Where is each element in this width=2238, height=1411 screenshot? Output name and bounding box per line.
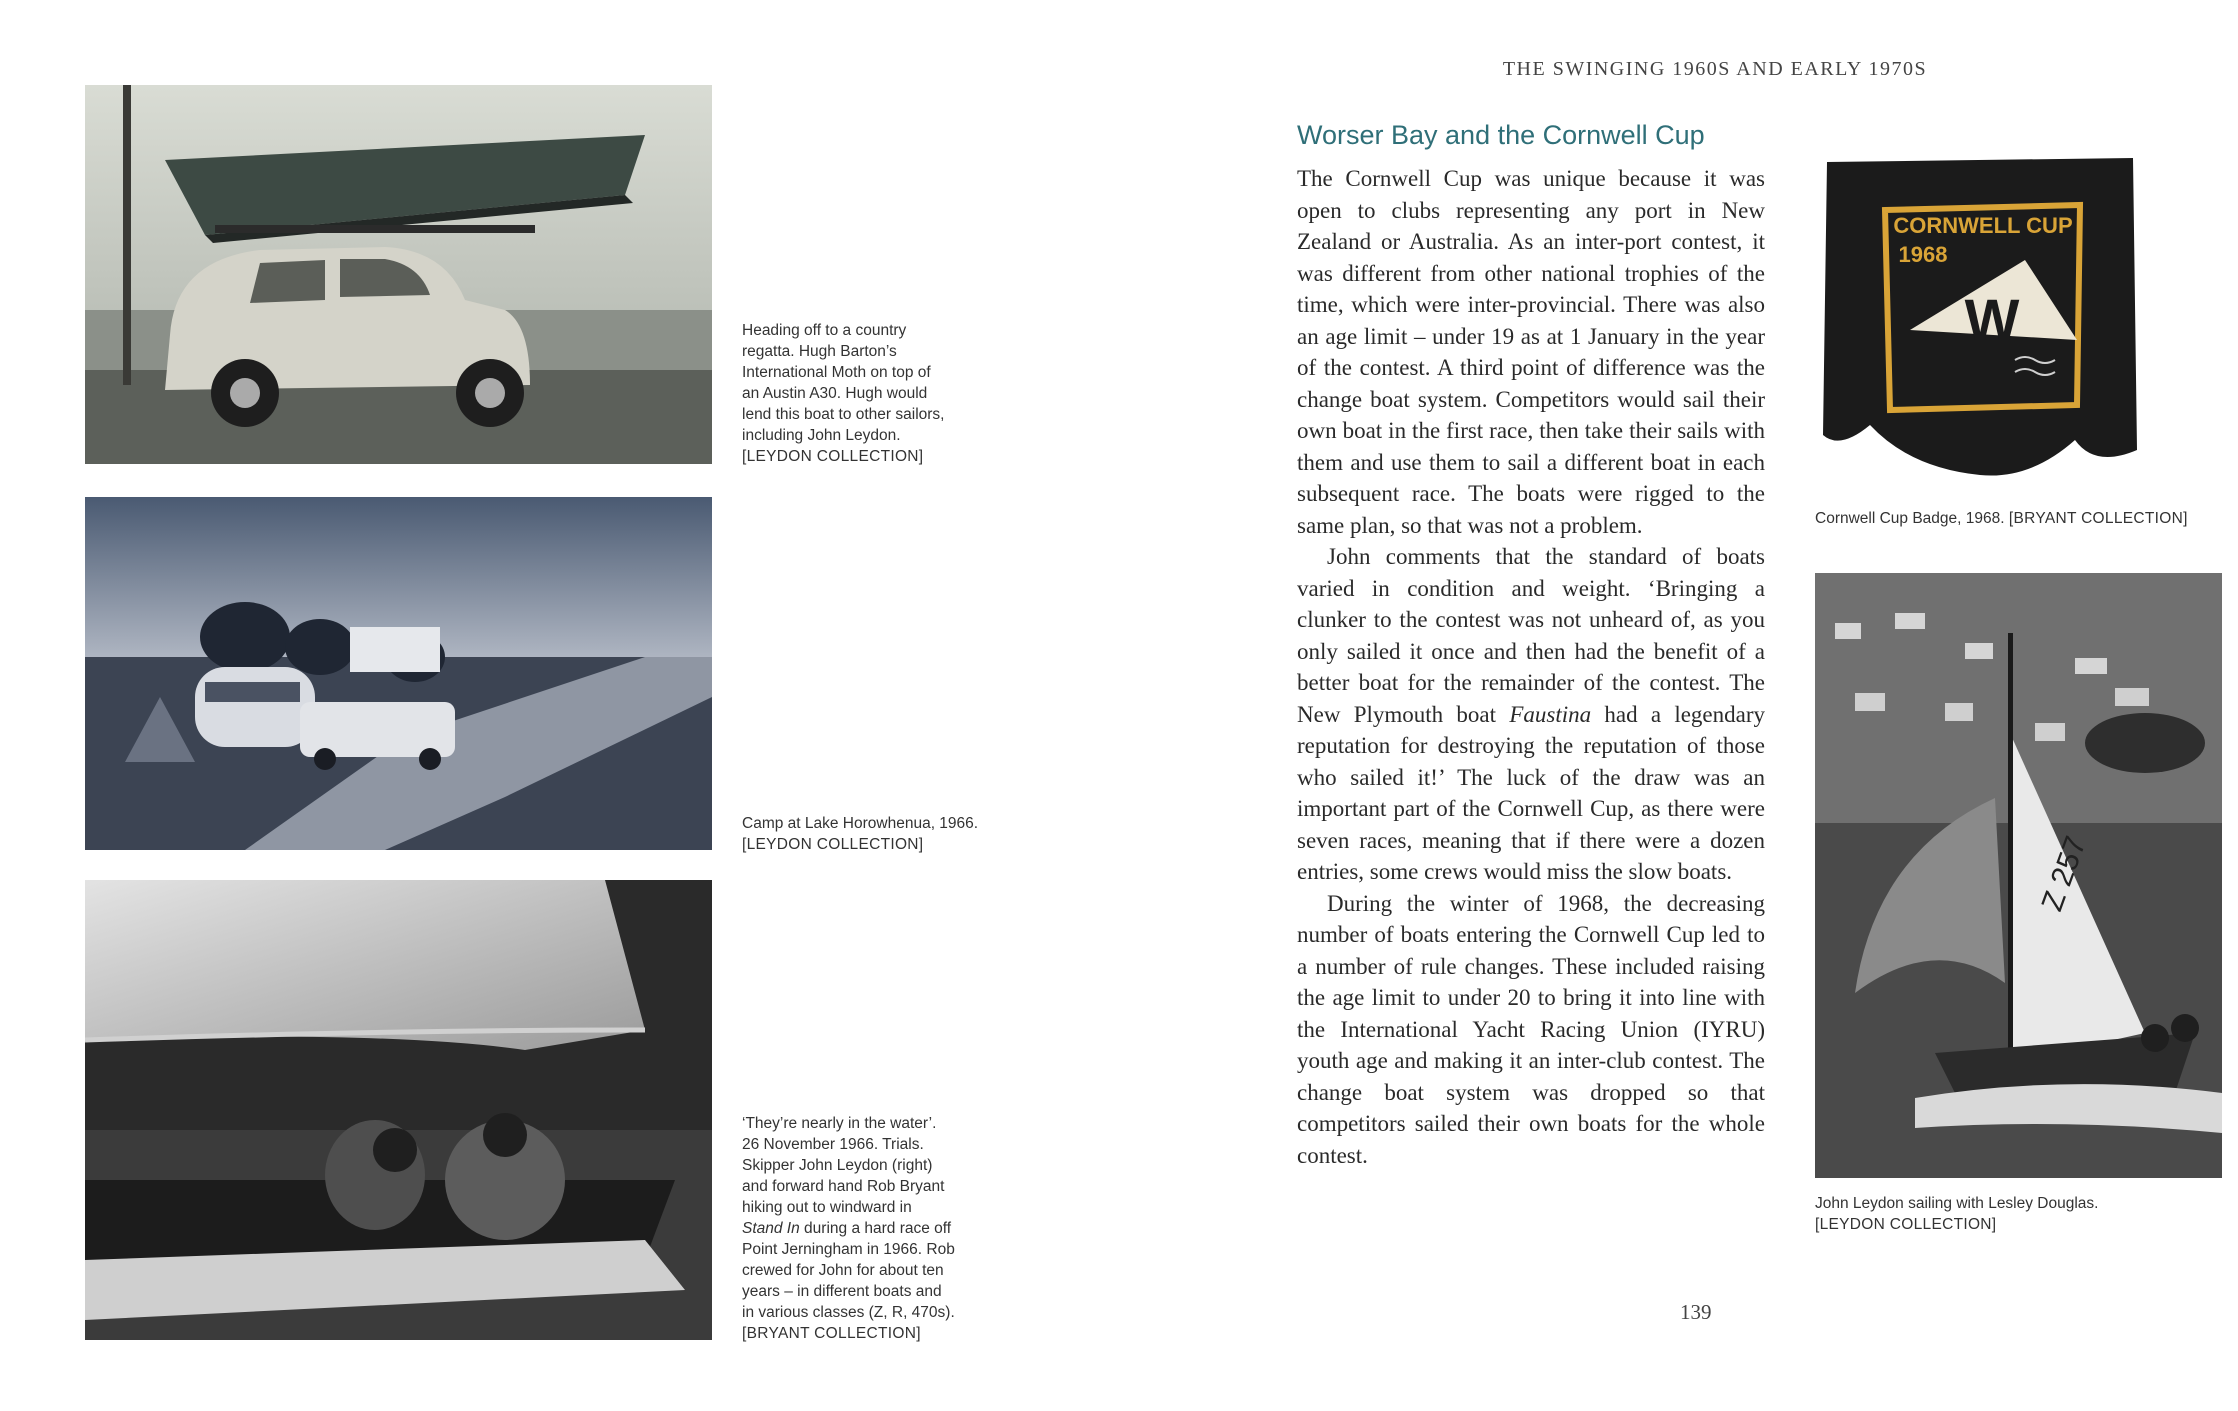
paragraph-text: During the winter of 1968, the decreasing number of boats entering the Cornwell Cup led to a number of rule changes. These included raising the age limit to under 20 to bring it into line with the International Yacht Racing Union (IYRU) youth age and making it an inter-club contest. The change boat system was dropped so that competitors sailed their own boats for the whole contest. [1297,890,1765,1168]
page-number: 139 [1680,1300,1712,1324]
caption-line: regatta. Hugh Barton’s [742,343,897,360]
photo-car-with-moth [85,85,712,464]
caption-line: Point Jerningham in 1966. Rob [742,1241,955,1258]
photo-credit: [LEYDON COLLECTION] [1815,1216,1997,1233]
caption-line: 26 November 1966. Trials. [742,1136,924,1153]
caption-line: an Austin A30. Hugh would [742,385,928,402]
body-paragraph [1297,163,1765,541]
body-text [1297,163,1765,1171]
photo-cornwell-cup-badge [1815,150,2145,485]
photo-yacht-sailing [1815,573,2222,1178]
caption-line: years – in different boats and [742,1283,942,1300]
boat-name: Faustina [1509,701,1592,727]
photo-camp-lake-horowhenua [85,497,712,850]
photo-credit: [LEYDON COLLECTION] [742,448,924,465]
caption-line: John Leydon sailing with Lesley Douglas. [1815,1195,2099,1212]
caption-line: Skipper John Leydon (right) [742,1157,933,1174]
boat-name: Stand In [742,1220,800,1237]
body-paragraph [1297,541,1765,888]
caption-line: Camp at Lake Horowhenua, 1966. [742,815,979,832]
body-paragraph [1297,888,1765,1172]
caption-line: International Moth on top of [742,364,931,381]
photo-hiking-out-stand-in [85,880,712,1340]
running-head: THE SWINGING 1960S AND EARLY 1970S [1502,58,1928,80]
badge-letter: W [1964,288,2020,353]
section-heading: Worser Bay and the Cornwell Cup [1297,120,1705,150]
caption-line: ‘They’re nearly in the water’. [742,1115,937,1132]
photo-credit: [BRYANT COLLECTION] [2008,510,2188,527]
photo-credit: [LEYDON COLLECTION] [742,836,924,853]
caption-line [742,1218,992,1239]
caption-line: crewed for John for about ten [742,1262,944,1279]
sail-number: Z 257 [2035,832,2093,916]
caption-line: Heading off to a country [742,322,907,339]
caption-sailing-photo [742,1113,992,1344]
caption-badge-photo [1815,508,2195,529]
caption-line: including John Leydon. [742,427,901,444]
caption-line: in various classes (Z, R, 470s). [742,1304,955,1321]
caption-yacht-photo [1815,1193,2195,1235]
caption-camp-photo [742,813,1002,855]
paragraph-text: John comments that the standard of boats varied in condition and weight. ‘Bringing a clunker to the contest was not unheard of, as you only sailed it once and then had the benefit of a better boat for the remainder of the contest. The New Plymouth boat [1297,544,1765,727]
caption-line [1815,508,2195,529]
caption-text: during a hard race off [799,1220,952,1237]
paragraph-text: The Cornwell Cup was unique because it was open to clubs representing any port in New Zealand or Australia. As an inter-port contest, it was different from other national trophies of the time, which were inter-provincial. There was also an age limit – under 19 as at 1 January in the year of the contest. A third point of difference was the change boat system. Competitors would sail their own boat in the first race, then take their sails with them and use them to sail a different boat in each subsequent race. The boats were rigged to the same plan, so that was not a problem. [1297,166,1765,538]
caption-car-photo [742,320,982,467]
paragraph-text: had a legendary reputation for destroying the reputation of those who sailed it!’ The luck of the draw was an important part of the Cornwell Cup, as there were seven races, meaning that if there were a dozen entries, some crews would miss the slow boats. [1297,701,1765,884]
badge-title: CORNWELL CUP [1893,213,2073,238]
photo-credit: [BRYANT COLLECTION] [742,1325,921,1342]
badge-year: 1968 [1898,242,1948,267]
caption-text: Cornwell Cup Badge, 1968. [1815,510,2005,527]
caption-line: lend this boat to other sailors, [742,406,945,423]
caption-line: and forward hand Rob Bryant [742,1178,945,1195]
caption-line: hiking out to windward in [742,1199,912,1216]
